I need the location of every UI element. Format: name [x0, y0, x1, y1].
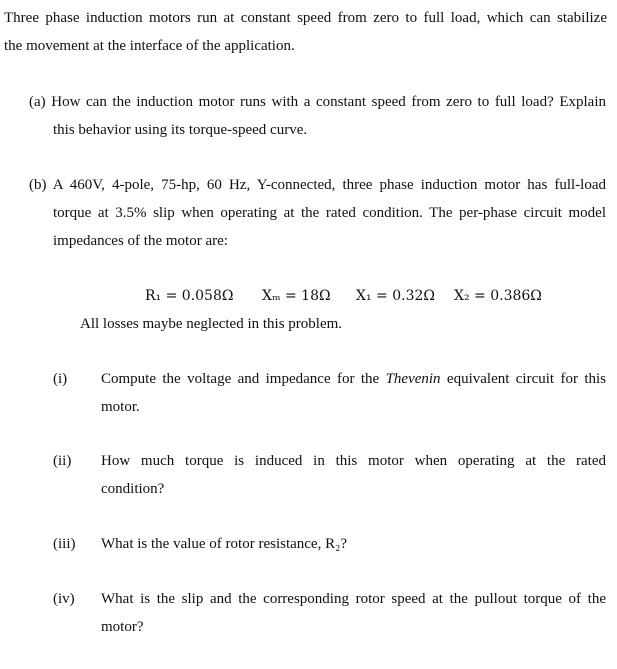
- equation-r1: R₁ = 0.058Ω: [145, 288, 234, 304]
- subquestion-i-label: (i): [53, 371, 68, 387]
- subquestion-i-line-1: [101, 370, 606, 388]
- subquestion-i-thevenin: Thevenin: [385, 371, 441, 387]
- subquestion-ii-line-1: How much torque is induced in this motor when operating at the rated: [101, 453, 606, 469]
- subquestion-i-text-a: Compute the voltage and impedance for the: [101, 371, 386, 387]
- losses-note: All losses maybe neglected in this problem.: [80, 316, 343, 332]
- subquestion-iv-line-2: motor?: [101, 619, 144, 635]
- equation-x2: X₂ = 0.386Ω: [454, 288, 542, 304]
- subquestion-iv-label: (iv): [53, 591, 75, 607]
- subquestion-ii-label: (ii): [53, 453, 72, 469]
- intro-line-1: Three phase induction motors run at constant speed from zero to full load, which can stabilize: [4, 10, 607, 26]
- part-a-line-1: (a) How can the induction motor runs with a constant speed from zero to full load? Explain: [29, 94, 606, 110]
- part-b-line-3: impedances of the motor are:: [53, 233, 228, 249]
- subquestion-ii-line-2: condition?: [101, 481, 165, 497]
- part-a-line-2: this behavior using its torque-speed curve.: [53, 122, 308, 138]
- impedance-equations: [0, 287, 617, 307]
- subquestion-i-line-2: motor.: [101, 399, 140, 415]
- equation-x1: X₁ = 0.32Ω: [356, 288, 435, 304]
- subquestion-iii-line-1: What is the value of rotor resistance, R₂?: [101, 536, 347, 552]
- part-b-line-1: (b) A 460V, 4-pole, 75-hp, 60 Hz, Y-connected, three phase induction motor has full-load: [29, 177, 606, 193]
- equation-xm: Xₘ = 18Ω: [262, 288, 331, 304]
- subquestion-i-text-b: equivalent circuit for this: [440, 371, 607, 387]
- subquestion-iii-label: (iii): [53, 536, 76, 552]
- subquestion-iv-line-1: What is the slip and the corresponding rotor speed at the pullout torque of the: [101, 591, 606, 607]
- intro-line-2: the movement at the interface of the application.: [4, 38, 295, 54]
- part-b-line-2: torque at 3.5% slip when operating at the rated condition. The per-phase circuit model: [53, 205, 606, 221]
